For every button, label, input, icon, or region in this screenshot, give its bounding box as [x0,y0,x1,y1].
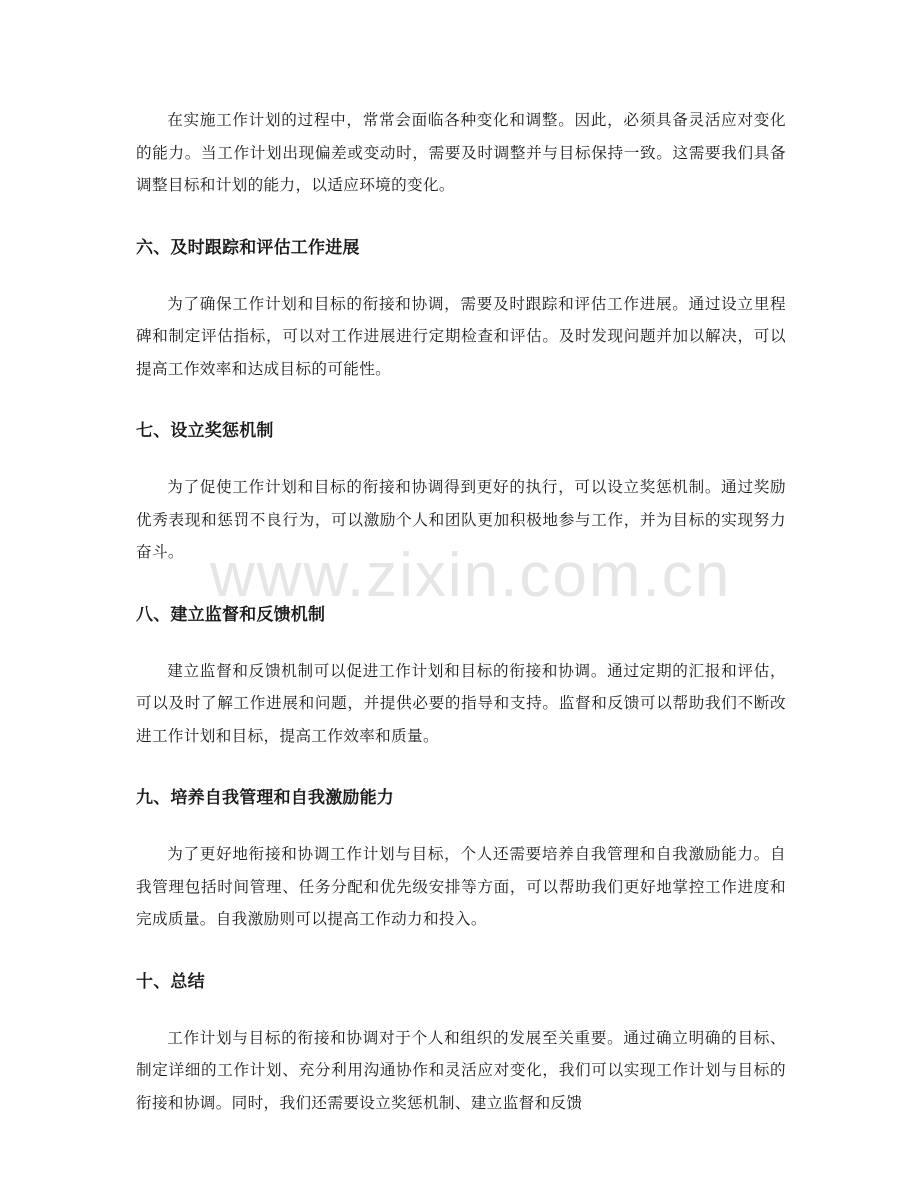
section-heading-7: 七、设立奖惩机制 [136,421,274,441]
section-heading-9: 九、培养自我管理和自我激励能力 [136,788,394,808]
section-paragraph-10: 工作计划与目标的衔接和协调对于个人和组织的发展至关重要。通过确立明确的目标、制定详细的工作计划、充分利用沟通协作和灵活应对变化，我们可以实现工作计划与目标的衔接和协调。同时，我们还需要设立奖惩机制、建立监督和反馈 [136,1028,786,1112]
section-paragraph-8: 建立监督和反馈机制可以促进工作计划和目标的衔接和协调。通过定期的汇报和评估，可以及时了解工作进展和问题，并提供必要的指导和支持。监督和反馈可以帮助我们不断改进工作计划和目标，提高工作效率和质量。 [136,661,786,745]
section-paragraph-9: 为了更好地衔接和协调工作计划与目标，个人还需要培养自我管理和自我激励能力。自我管理包括时间管理、任务分配和优先级安排等方面，可以帮助我们更好地掌控工作进度和完成质量。自我激励则可以提高工作动力和投入。 [136,845,786,928]
section-heading-8: 八、建立监督和反馈机制 [136,604,326,625]
watermark: www.zixin.com.cn [210,541,732,610]
section-heading-6: 六、及时跟踪和评估工作进展 [136,237,360,258]
section-heading-10: 十、总结 [136,971,205,992]
section-paragraph-6: 为了确保工作计划和目标的衔接和协调，需要及时跟踪和评估工作进展。通过设立里程碑和制定评估指标，可以对工作进展进行定期检查和评估。及时发现问题并加以解决，可以提高工作效率和达成目标的可能性。 [136,294,786,378]
intro-paragraph: 在实施工作计划的过程中，常常会面临各种变化和调整。因此，必须具备灵活应对变化的能力。当工作计划出现偏差或变动时，需要及时调整并与目标保持一致。这需要我们具备调整目标和计划的能力，以适应环境的变化。 [136,111,786,194]
document-body [136,104,786,1119]
section-paragraph-7: 为了促使工作计划和目标的衔接和协调得到更好的执行，可以设立奖惩机制。通过奖励优秀表现和惩罚不良行为，可以激励个人和团队更加积极地参与工作，并为目标的实现努力奋斗。 [136,478,786,561]
